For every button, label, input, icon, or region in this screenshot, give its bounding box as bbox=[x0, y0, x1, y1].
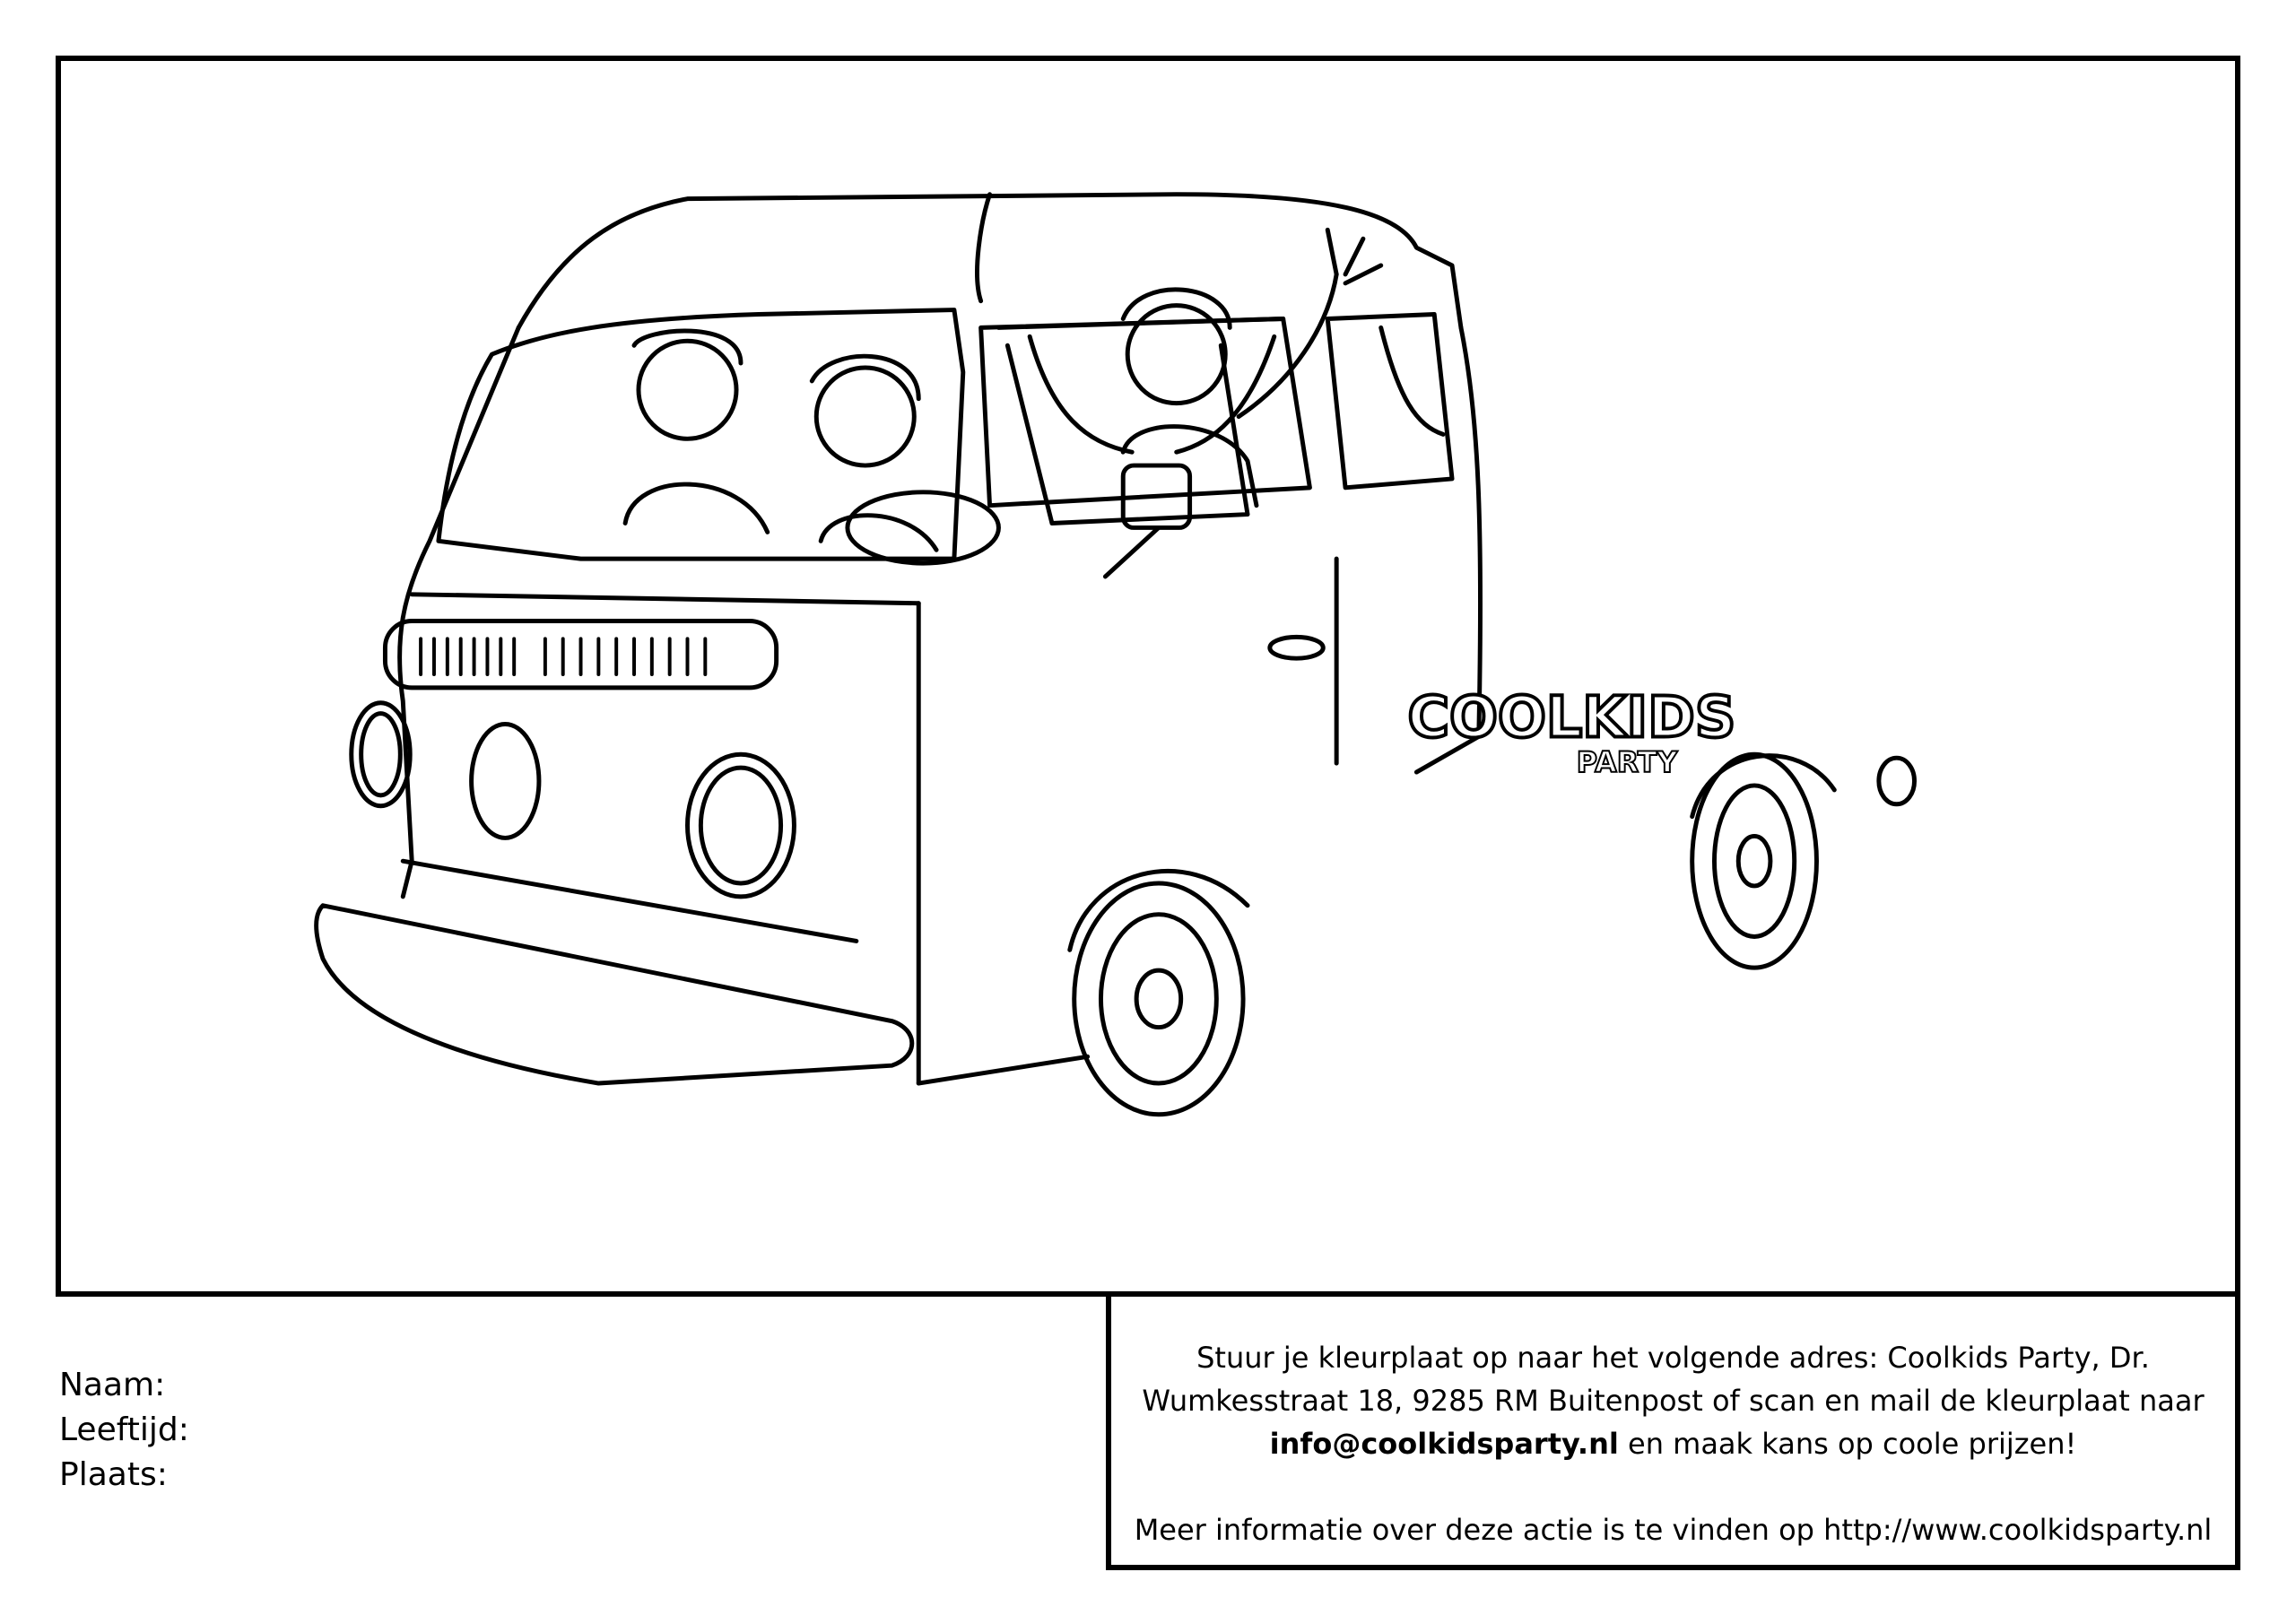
logo-sub: PARTY bbox=[1576, 747, 1678, 780]
entry-fields bbox=[59, 1363, 189, 1498]
van-drawing bbox=[61, 61, 2235, 1291]
age-label: Leeftijd: bbox=[59, 1411, 189, 1448]
info-line-3 bbox=[1129, 1422, 2217, 1465]
info-more: Meer informatie over deze actie is te vinden op http://www.coolkidsparty.nl bbox=[1134, 1513, 2213, 1547]
info-line-2: Wumkesstraat 18, 9285 RM Buitenpost of scan en mail de kleurplaat naar bbox=[1142, 1384, 2205, 1418]
logo-text: COOLKIDS bbox=[1407, 683, 1736, 751]
name-label: Naam: bbox=[59, 1367, 166, 1403]
info-box bbox=[1106, 1291, 2240, 1570]
coloring-frame bbox=[56, 56, 2240, 1297]
place-label: Plaats: bbox=[59, 1456, 168, 1493]
info-line-3-rest: en maak kans op coole prijzen! bbox=[1618, 1427, 2077, 1461]
email-link[interactable]: info@coolkidsparty.nl bbox=[1269, 1427, 1619, 1461]
info-line-1: Stuur je kleurplaat op naar het volgende adres: Coolkids Party, Dr. bbox=[1196, 1341, 2150, 1375]
